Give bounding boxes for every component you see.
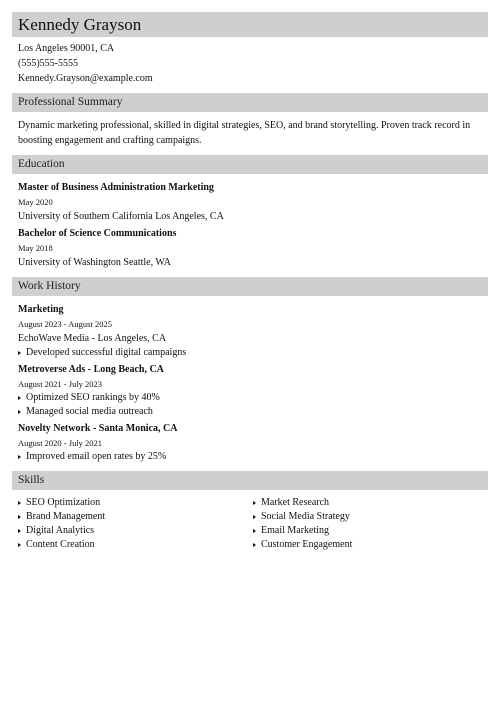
job-bullets <box>18 391 488 419</box>
work-history-section <box>12 302 488 464</box>
job-title: Novelty Network - Santa Monica, CA <box>18 423 178 434</box>
school-name: University of Southern California Los Angeles, CA <box>18 211 224 222</box>
skills-section <box>12 496 488 552</box>
bullet-icon <box>253 515 256 519</box>
job-dates: August 2020 - July 2021 <box>18 438 103 448</box>
list-item: Optimized SEO rankings by 40% <box>18 391 488 405</box>
bullet-icon <box>18 396 21 400</box>
skill-item: Brand Management <box>18 510 253 524</box>
contact-address: Los Angeles 90001, CA <box>18 43 115 54</box>
degree-date: May 2018 <box>18 243 53 253</box>
list-item: Managed social media outreach <box>18 405 488 419</box>
job-dates: August 2021 - July 2023 <box>18 379 103 389</box>
contact-email: Kennedy.Grayson@example.com <box>18 73 153 84</box>
summary-heading: Professional Summary <box>12 93 488 112</box>
skill-item: Digital Analytics <box>18 524 253 538</box>
education-heading: Education <box>12 155 488 174</box>
skill-item: Email Marketing <box>253 524 488 538</box>
job-bullets <box>18 346 488 360</box>
resume-page <box>12 12 488 552</box>
list-item: Developed successful digital campaigns <box>18 346 488 360</box>
skill-item: Customer Engagement <box>253 538 488 552</box>
bullet-icon <box>18 515 21 519</box>
job-entry <box>18 302 488 360</box>
skill-item: Content Creation <box>18 538 253 552</box>
skills-list-right <box>253 496 488 552</box>
job-dates: August 2023 - August 2025 <box>18 319 112 329</box>
job-company: EchoWave Media - Los Angeles, CA <box>18 333 167 344</box>
degree-date: May 2020 <box>18 197 53 207</box>
bullet-icon <box>253 543 256 547</box>
education-entry <box>18 226 488 270</box>
degree-title: Master of Business Administration Marketing <box>18 182 214 193</box>
school-name: University of Washington Seattle, WA <box>18 257 171 268</box>
bullet-icon <box>253 529 256 533</box>
work-history-heading: Work History <box>12 277 488 296</box>
skill-item: Social Media Strategy <box>253 510 488 524</box>
skill-item: SEO Optimization <box>18 496 253 510</box>
bullet-icon <box>18 410 21 414</box>
bullet-icon <box>18 501 21 505</box>
contact-phone: (555)555-5555 <box>18 58 78 69</box>
education-entry <box>18 180 488 224</box>
education-section <box>12 180 488 270</box>
list-item: Improved email open rates by 25% <box>18 450 488 464</box>
skill-item: Market Research <box>253 496 488 510</box>
summary-text: Dynamic marketing professional, skilled in digital strategies, SEO, and brand storytelling. Proven track record in boosting engagement and crafting campaigns. <box>18 120 471 146</box>
bullet-icon <box>253 501 256 505</box>
degree-title: Bachelor of Science Communications <box>18 228 177 239</box>
job-title: Marketing <box>18 304 64 315</box>
skills-list-left <box>18 496 253 552</box>
job-entry <box>18 421 488 464</box>
contact-block <box>12 41 488 86</box>
candidate-name: Kennedy Grayson <box>12 12 488 37</box>
job-entry <box>18 362 488 419</box>
bullet-icon <box>18 351 21 355</box>
bullet-icon <box>18 455 21 459</box>
bullet-icon <box>18 543 21 547</box>
bullet-icon <box>18 529 21 533</box>
job-title: Metroverse Ads - Long Beach, CA <box>18 364 164 375</box>
job-bullets <box>18 450 488 464</box>
skills-heading: Skills <box>12 471 488 490</box>
